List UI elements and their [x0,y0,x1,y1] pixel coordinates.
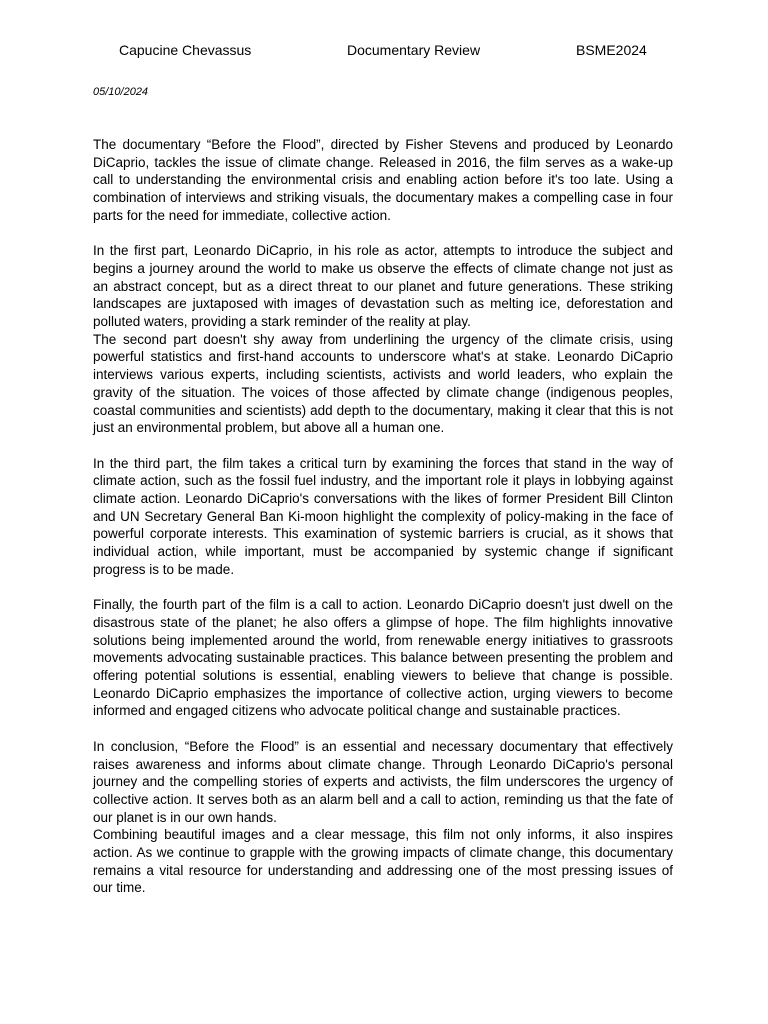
header-title: Documentary Review [347,42,481,58]
paragraph-closing: Combining beautiful images and a clear message, this film not only informs, it also inspires action. As we continue to grapple with the growing impacts of climate change, this documentary remains a vital resource for understanding and addressing one of the most pressing issues of our time. [93,827,673,896]
header-code: BSME2024 [576,42,647,58]
header-author: Capucine Chevassus [119,42,252,58]
paragraph-gap [93,437,673,455]
paragraph-part-two: The second part doesn't shy away from underlining the urgency of the climate crisis, using powerful statistics and first-hand accounts to underscore what's at stake. Leonardo DiCaprio interviews various experts, including scientists, activists and world leaders, who explain the gravity of the situation. The voices of those affected by climate change (indigenous peoples, coastal communities and scientists) add depth to the documentary, making it clear that this is not just an environmental problem, but above all a human one. [93,331,673,436]
paragraph-part-four: Finally, the fourth part of the film is a call to action. Leonardo DiCaprio doesn't just dwell on the disastrous state of the planet; he also offers a glimpse of hope. The film highlights innovative solutions being implemented around the world, from renewable energy initiatives to grassroots movements advocating sustainable practices. This balance between presenting the problem and offering potential solutions is essential, enabling viewers to believe that change is possible. Leonardo DiCaprio emphasizes the importance of collective action, urging viewers to become informed and engaged citizens who advocate political change and sustainable practices. [93,597,673,719]
paragraph-part-three: In the third part, the film takes a critical turn by examining the forces that stand in the way of climate action, such as the fossil fuel industry, and the important role it plays in lobbying against climate action. Leonardo DiCaprio's conversations with the likes of former President Bill Clinton and UN Secretary General Ban Ki-moon highlight the complexity of policy-making in the face of powerful corporate interests. This examination of systemic barriers is crucial, as it shows that individual action, while important, must be accompanied by systemic change if significant progress is to be made. [93,455,673,577]
paragraph-intro: The documentary “Before the Flood”, directed by Fisher Stevens and produced by Leonardo DiCaprio, tackles the issue of climate change. Released in 2016, the film serves as a wake-up call to understanding the environmental crisis and enabling action before it's too late. Using a combination of interviews and striking visuals, the documentary makes a compelling case in four parts for the need for immediate, collective action. [93,137,673,223]
document-body [93,136,673,897]
page-header [0,42,768,62]
paragraph-gap [93,720,673,738]
paragraph-gap [93,225,673,243]
paragraph-conclusion: In conclusion, “Before the Flood” is an essential and necessary documentary that effectively raises awareness and informs about climate change. Through Leonardo DiCaprio's personal journey and the compelling stories of experts and activists, the film underscores the urgency of collective action. It serves both as an alarm bell and a call to action, reminding us that the fate of our planet is in our own hands. [93,738,673,825]
paragraph-part-one: In the first part, Leonardo DiCaprio, in his role as actor, attempts to introduce the subject and begins a journey around the world to make us observe the effects of climate change not just as an abstract concept, but as a direct threat to our planet and future generations. These striking landscapes are juxtaposed with images of devastation such as melting ice, deforestation and polluted waters, providing a stark reminder of the reality at play. [93,243,673,330]
document-date: 05/10/2024 [93,86,149,98]
paragraph-gap [93,579,673,597]
